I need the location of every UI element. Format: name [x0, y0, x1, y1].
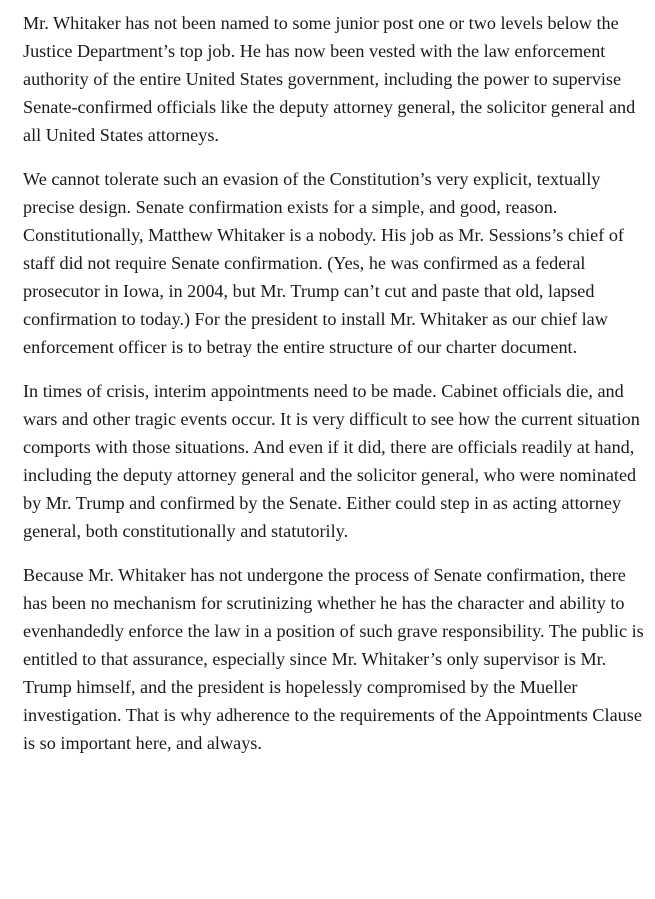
paragraph-4: Because Mr. Whitaker has not undergone the process of Senate confirmation, there has been no mechanism for scrutinizing whether he has the character and ability to evenhandedly enforce the law in a position of such grave responsibility. The public is entitled to that assurance, especially since Mr. Whitaker’s only supervisor is Mr. Trump himself, and the president is hopelessly compromised by the Mueller investigation. That is why adherence to the requirements of the Appointments Clause is so important here, and always.: [23, 565, 644, 753]
article-body: [23, 9, 648, 757]
paragraph-3: In times of crisis, interim appointments need to be made. Cabinet officials die, and wars and other tragic events occur. It is very difficult to see how the current situation comports with those situations. And even if it did, there are officials readily at hand, including the deputy attorney general and the solicitor general, who were nominated by Mr. Trump and confirmed by the Senate. Either could step in as acting attorney general, both constitutionally and statutorily.: [23, 381, 640, 541]
paragraph-1: Mr. Whitaker has not been named to some junior post one or two levels below the Justice Department’s top job. He has now been vested with the law enforcement authority of the entire United States government, including the power to supervise Senate-confirmed officials like the deputy attorney general, the solicitor general and all United States attorneys.: [23, 13, 636, 145]
paragraph-2: We cannot tolerate such an evasion of the Constitution’s very explicit, textually precise design. Senate confirmation exists for a simple, and good, reason. Constitutionally, Matthew Whitaker is a nobody. His job as Mr. Sessions’s chief of staff did not require Senate confirmation. (Yes, he was confirmed as a federal prosecutor in Iowa, in 2004, but Mr. Trump can’t cut and paste that old, lapsed confirmation to today.) For the president to install Mr. Whitaker as our chief law enforcement officer is to betray the entire structure of our charter document.: [23, 169, 624, 357]
